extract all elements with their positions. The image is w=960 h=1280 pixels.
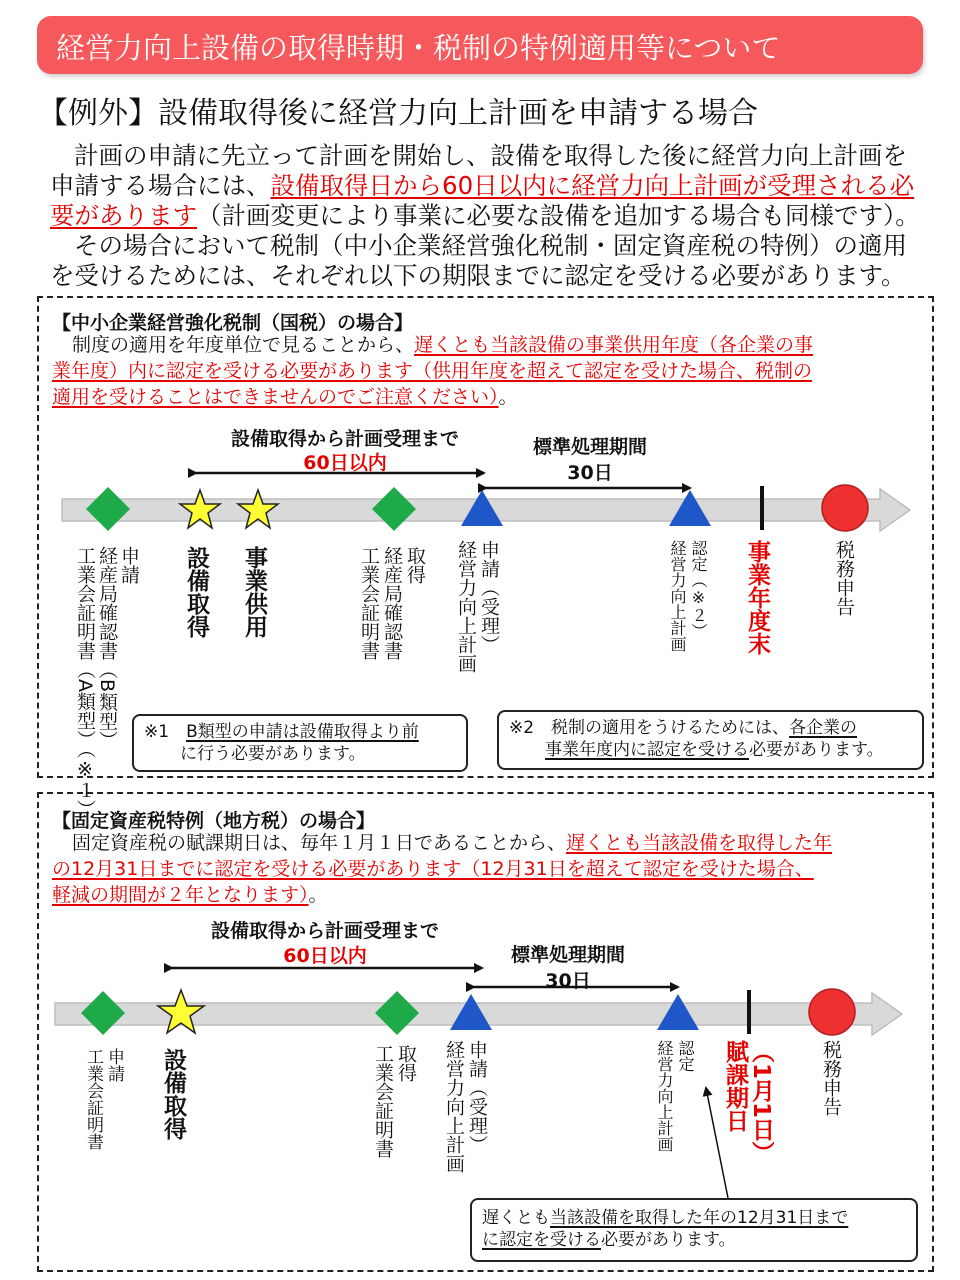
note-emphasis: B類型の申請は設備取得より前	[186, 722, 419, 742]
section-title: 【固定資産税特例（地方税）の場合】	[52, 810, 376, 832]
label-certification: 認定（※２）	[689, 540, 708, 639]
intro-line-1: 計画の申請に先立って計画を開始し、設備を取得した後に経営力向上計画を	[74, 141, 907, 170]
note-text: 必要があります。	[601, 1230, 736, 1250]
label-plan: 経営力向上計画	[668, 540, 687, 652]
note-text: ※2 税制の適用をうけるためには、	[509, 718, 790, 738]
banner-title: 経営力向上設備の取得時期・税制の特例適用等について	[56, 31, 781, 65]
star-marker	[158, 990, 204, 1033]
circle-marker	[822, 485, 868, 531]
section-line-2: の12月31日までに認定を受ける必要があります（12月31日を超えて認定を受けた場合、	[52, 858, 814, 880]
note-emphasis: 各企業の	[789, 718, 858, 738]
label-use: 事業供用	[241, 546, 267, 638]
period-label: 設備取得から計画受理まで	[210, 920, 439, 942]
timeline-1	[62, 473, 910, 531]
intro-text: 申請する場合には、	[50, 171, 271, 200]
diamond-marker	[372, 487, 416, 531]
label-acquire: 設備取得	[183, 546, 209, 638]
standard-period-label: 標準処理期間	[510, 944, 625, 966]
deadline-bar	[760, 486, 764, 530]
section-text: 制度の適用を年度単位で見ることから、	[72, 334, 415, 356]
section-text: 。	[498, 386, 518, 408]
label-plan: 経営力向上計画	[655, 1040, 674, 1152]
label-application-accepted: 申請（受理）	[478, 540, 500, 654]
section-text: 固定資産税の賦課期日は、毎年１月１日であることから、	[72, 832, 567, 854]
section-emphasis: 軽減の期間が２年となります）	[52, 884, 309, 906]
label-plan: 経営力向上計画	[455, 540, 477, 673]
section-emphasis: 遅くとも当該設備を取得した年	[566, 832, 833, 854]
standard-period-days: 30日	[567, 462, 613, 484]
label-certificate: 工業会証明書	[358, 546, 380, 660]
deadline-bar	[747, 990, 751, 1034]
circle-marker	[809, 989, 855, 1035]
label-apply: 申請	[104, 1048, 124, 1082]
label-certificate-a: 工業会証明書（A類型）（※１）	[74, 546, 96, 819]
diamond-marker	[86, 487, 130, 531]
intro-emphasis: 要があります	[50, 201, 197, 230]
section-text: 。	[308, 884, 328, 906]
intro-line-5: を受けるためには、それぞれ以下の期限までに認定を受ける必要があります。	[50, 261, 906, 290]
section-line-2: 業年度）内に認定を受ける必要があります（供用年度を超えて認定を受けた場合、税制の	[52, 360, 813, 382]
period-limit: 60日以内	[283, 945, 367, 967]
star-marker	[180, 490, 220, 528]
note-emphasis: 事業年度内に認定を受ける	[545, 740, 749, 760]
label-plan: 経営力向上計画	[443, 1040, 465, 1173]
label-certification: 認定	[676, 1040, 695, 1072]
intro-text: （計画変更により事業に必要な設備を追加する場合も同様です）。	[197, 201, 920, 230]
intro-line-4: その場合において税制（中小企業経営強化税制・固定資産税の特例）の適用	[74, 231, 907, 260]
note-line: に行う必要があります。	[180, 744, 366, 764]
timeline-2	[55, 968, 902, 1198]
callout-arrow	[706, 1088, 728, 1198]
section-title: 【中小企業経営強化税制（国税）の場合】	[52, 312, 414, 334]
label-fiscal-year-end: 事業年度末	[744, 540, 770, 655]
standard-period-days: 30日	[545, 970, 591, 992]
note-text: 遅くとも	[482, 1208, 550, 1228]
intro-emphasis: 設備取得日から60日以内に経営力向上計画が受理される必	[270, 171, 915, 200]
section-emphasis: 遅くとも当該設備の事業供用年度（各企業の事	[414, 334, 814, 356]
label-obtain: 取得	[404, 546, 426, 584]
page-subtitle: 【例外】設備取得後に経営力向上計画を申請する場合	[38, 96, 758, 131]
note-emphasis: 当該設備を取得した年の12月31日まで	[550, 1208, 849, 1228]
section-emphasis: 適用を受けることはできませんのでご注意ください）	[52, 386, 499, 408]
period-label: 設備取得から計画受理まで	[230, 428, 459, 450]
label-levy-date: （1月1日）賦課期日	[722, 1040, 774, 1165]
note-text: ※1	[144, 722, 187, 742]
label-tax-return: 税務申告	[833, 540, 855, 616]
label-tax-return: 税務申告	[820, 1040, 842, 1116]
label-application-accepted: 申請（受理）	[466, 1040, 488, 1154]
label-acquire: 設備取得	[160, 1048, 186, 1140]
label-obtain: 取得	[395, 1044, 417, 1082]
period-limit: 60日以内	[303, 452, 387, 474]
note-emphasis: に認定を受ける	[482, 1230, 601, 1250]
label-confirmation-b: 経産局確認書（B類型）	[96, 546, 118, 750]
label-certificate: 工業会証明書	[372, 1044, 394, 1158]
label-confirmation: 経産局確認書	[381, 546, 403, 660]
standard-period-label: 標準処理期間	[532, 436, 647, 458]
label-apply: 申請	[118, 546, 140, 584]
diamond-marker	[375, 991, 419, 1035]
star-marker	[238, 490, 278, 528]
note-text: 必要があります。	[749, 740, 884, 760]
label-certificate: 工業会証明書	[83, 1048, 103, 1150]
diamond-marker	[81, 991, 125, 1035]
